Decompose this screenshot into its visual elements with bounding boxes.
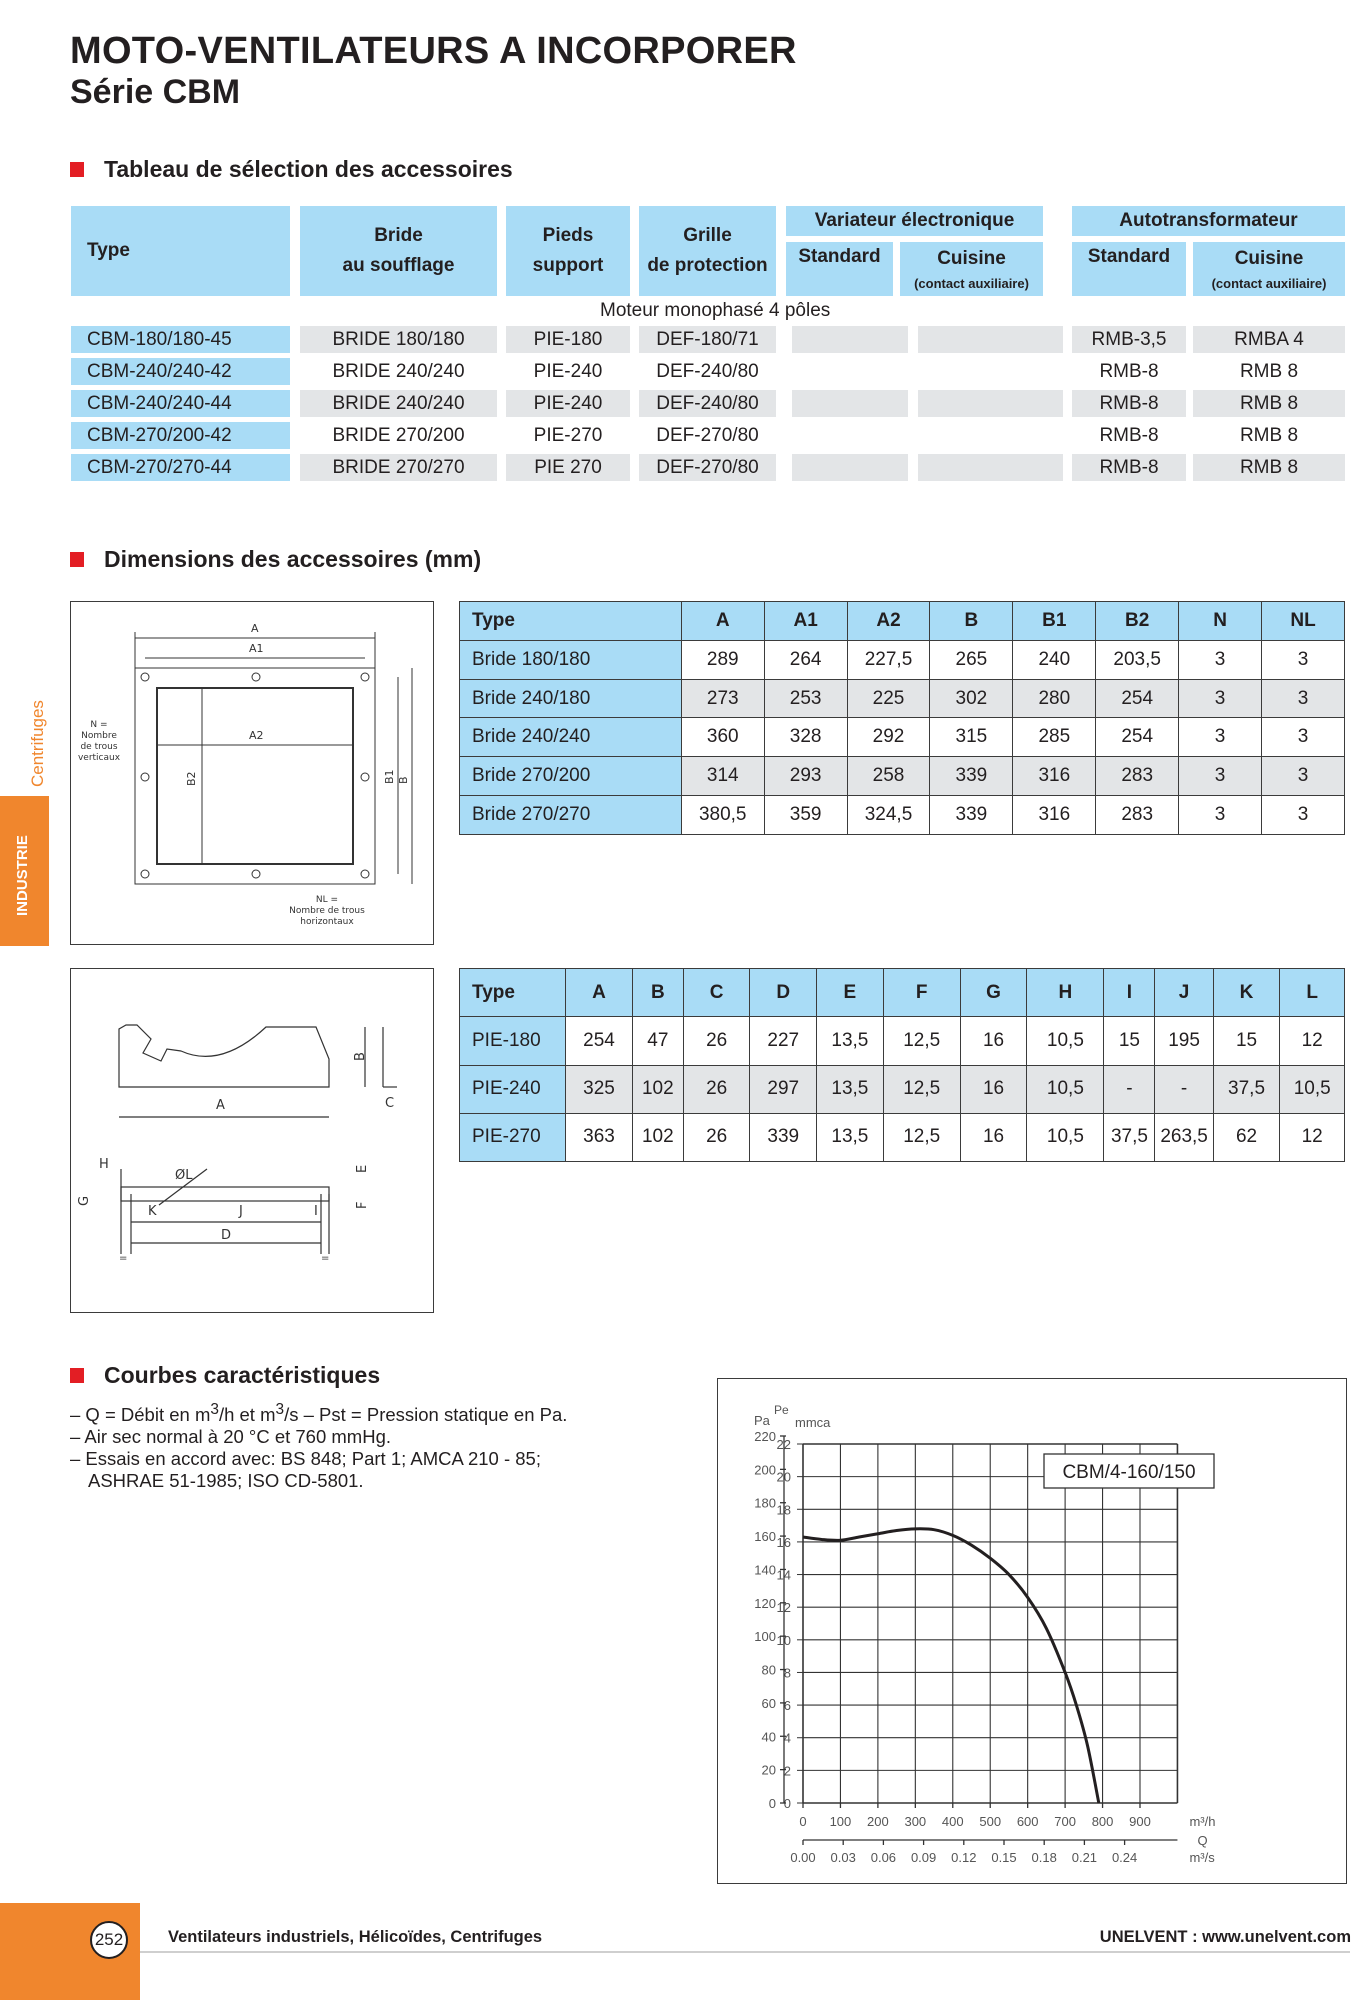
selection-cell-auto-cuisine: RMB 8 [1193, 390, 1345, 417]
value-cell: 325 [566, 1065, 633, 1113]
value-cell: 16 [960, 1065, 1027, 1113]
value-cell: - [1104, 1065, 1155, 1113]
y-tick-label-mmca: 0 [783, 1796, 791, 1811]
footer-text: Ventilateurs industriels, Hélicoïdes, Centrifuges [168, 1928, 543, 1946]
page-number: 252 [90, 1921, 128, 1959]
value-cell: 102 [632, 1113, 683, 1161]
x-tick-label-secondary: 0.09 [910, 1850, 937, 1865]
value-cell: 37,5 [1104, 1113, 1155, 1161]
selection-cell-var-std [792, 358, 908, 385]
value-cell: 3 [1179, 796, 1262, 835]
bride-row [460, 679, 1345, 718]
value-cell: 339 [750, 1113, 817, 1161]
pie-row [460, 1017, 1345, 1065]
value-cell: 195 [1155, 1017, 1213, 1065]
n-note-line: Nombre [81, 731, 117, 741]
bride-label-a1: A1 [249, 642, 264, 655]
bride-dimensions-table [459, 601, 1345, 835]
bride-header-row [460, 602, 1345, 641]
y-tick-label-pa: 20 [761, 1762, 776, 1778]
column-header: B2 [1096, 602, 1179, 641]
nl-note-line: horizontaux [300, 917, 354, 927]
column-header: C [683, 969, 750, 1017]
selection-cell-bride: BRIDE 180/180 [300, 326, 497, 353]
n-note-line: verticaux [77, 753, 121, 763]
pie-label-equal-right: = [321, 1253, 330, 1264]
note-line [70, 1399, 567, 1426]
note-sup: 3 [210, 1401, 219, 1418]
value-cell: 263,5 [1155, 1113, 1213, 1161]
selection-cell-pieds: PIE-180 [506, 326, 630, 353]
x-unit-secondary: m³/s [1189, 1850, 1215, 1865]
note-text: /s – Pst = Pression statique en Pa. [284, 1404, 568, 1426]
note-line: ASHRAE 51-1985; ISO CD-5801. [88, 1470, 364, 1492]
selection-cell-auto-std: RMB-8 [1072, 454, 1186, 481]
value-cell: 3 [1262, 679, 1345, 718]
column-header: J [1155, 969, 1213, 1017]
header-pieds-line2: support [532, 255, 604, 276]
section-heading-text: Tableau de sélection des accessoires [104, 156, 513, 182]
bride-diagram [70, 601, 434, 945]
value-cell: 203,5 [1096, 640, 1179, 679]
n-note-line: N = [90, 720, 108, 730]
value-cell: 254 [566, 1017, 633, 1065]
x-tick-label: 500 [979, 1814, 1002, 1829]
header-grille-line1: Grille [683, 225, 732, 246]
selection-cell-var-cuisine [918, 454, 1063, 481]
note-text: /h et m [218, 1404, 276, 1426]
selection-cell-auto-cuisine: RMB 8 [1193, 454, 1345, 481]
value-cell: 339 [930, 757, 1013, 796]
column-header: I [1104, 969, 1155, 1017]
x-tick-label-secondary: 0.06 [870, 1850, 897, 1865]
y-tick-label-pa: 180 [754, 1495, 776, 1511]
y-tick-label-pa: 220 [754, 1429, 776, 1444]
selection-cell-var-cuisine [918, 390, 1063, 417]
column-header: N [1179, 602, 1262, 641]
y-unit-pa: Pa [754, 1413, 770, 1428]
value-cell: 15 [1104, 1017, 1155, 1065]
column-header: A1 [764, 602, 847, 641]
column-header: A [566, 969, 633, 1017]
footer-divider [140, 1951, 1350, 1953]
sidebar-section: INDUSTRIE [14, 835, 31, 916]
selection-cell-var-cuisine [918, 422, 1063, 449]
row-type-cell: Bride 270/200 [460, 757, 682, 796]
curve-notes [70, 1399, 567, 1492]
x-tick-label: 800 [1091, 1814, 1114, 1829]
selection-cell-type: CBM-180/180-45 [71, 326, 290, 353]
value-cell: 62 [1213, 1113, 1280, 1161]
value-cell: 316 [1013, 796, 1096, 835]
bride-row [460, 640, 1345, 679]
y-tick-label-pa: 80 [761, 1662, 776, 1678]
selection-cell-var-cuisine [918, 358, 1063, 385]
y-tick-label-mmca: 2 [783, 1763, 791, 1779]
header-autotransformateur: Autotransformateur [1072, 206, 1345, 236]
bride-label-b1: B1 [383, 769, 396, 784]
value-cell: 280 [1013, 679, 1096, 718]
value-cell: 363 [566, 1113, 633, 1161]
pie-label-e: E [355, 1164, 370, 1173]
pie-label-j: J [239, 1204, 243, 1219]
value-cell: 265 [930, 640, 1013, 679]
value-cell: 227 [750, 1017, 817, 1065]
value-cell: 10,5 [1027, 1113, 1104, 1161]
value-cell: 283 [1096, 757, 1179, 796]
selection-cell-auto-std: RMB-8 [1099, 360, 1159, 382]
note-line: – Essais en accord avec: BS 848; Part 1; AMCA 210 - 85; [70, 1448, 541, 1470]
column-header: B1 [1013, 602, 1096, 641]
section-heading-selection [70, 156, 513, 183]
value-cell: 26 [683, 1017, 750, 1065]
header-variateur: Variateur électronique [786, 206, 1043, 236]
row-type-cell: Bride 180/180 [460, 640, 682, 679]
header-variateur-cuisine [900, 242, 1043, 296]
red-square-bullet-icon [70, 162, 84, 177]
value-cell: 273 [681, 679, 764, 718]
x-axis-label: Q [1197, 1833, 1208, 1848]
y-tick-label-pa: 200 [754, 1462, 776, 1478]
x-tick-label: 400 [941, 1814, 964, 1829]
value-cell: 3 [1179, 679, 1262, 718]
y-tick-label-pa: 140 [754, 1562, 776, 1578]
bride-row [460, 718, 1345, 757]
value-cell: 37,5 [1213, 1065, 1280, 1113]
y-tick-label-pa: 160 [754, 1529, 776, 1545]
bride-row [460, 757, 1345, 796]
y-tick-label-mmca: 14 [776, 1567, 791, 1583]
value-cell: 3 [1262, 757, 1345, 796]
chart-svg [718, 1379, 1345, 1882]
pie-row [460, 1113, 1345, 1161]
nl-note-line: Nombre de trous [289, 906, 365, 916]
header-contact-label: (contact auxiliaire) [1211, 275, 1327, 291]
selection-cell-auto-std: RMB-8 [1072, 390, 1186, 417]
value-cell: 253 [764, 679, 847, 718]
y-tick-label-pa: 0 [768, 1796, 776, 1811]
selection-cell-grille: DEF-240/80 [639, 390, 776, 417]
selection-cell-var-std [792, 422, 908, 449]
header-contact-label: (contact auxiliaire) [914, 275, 1029, 291]
column-header: E [817, 969, 884, 1017]
selection-cell-type: CBM-270/200-42 [71, 422, 290, 449]
value-cell: 293 [764, 757, 847, 796]
value-cell: 10,5 [1027, 1065, 1104, 1113]
x-unit-primary: m³/h [1189, 1814, 1216, 1829]
value-cell: 360 [681, 718, 764, 757]
pie-label-k: K [148, 1204, 157, 1219]
x-tick-label-secondary: 0.00 [790, 1850, 816, 1865]
header-grille [639, 206, 776, 296]
bride-label-b2: B2 [185, 771, 198, 786]
x-tick-label-secondary: 0.15 [991, 1850, 1017, 1865]
header-auto-standard: Standard [1072, 242, 1186, 296]
section-heading-curves [70, 1362, 380, 1389]
value-cell: 225 [847, 679, 930, 718]
value-cell: 302 [930, 679, 1013, 718]
selection-cell-auto-cuisine: RMBA 4 [1193, 326, 1345, 353]
pie-label-d: D [221, 1228, 232, 1243]
header-bride-line1: Bride [374, 225, 423, 246]
red-square-bullet-icon [70, 552, 84, 567]
x-tick-label-secondary: 0.12 [951, 1850, 977, 1865]
value-cell: 10,5 [1280, 1065, 1345, 1113]
column-header: NL [1262, 602, 1345, 641]
value-cell: - [1155, 1065, 1213, 1113]
sidebar-category: Centrifuges [28, 700, 47, 787]
header-auto-cuisine [1193, 242, 1345, 296]
pie-row [460, 1065, 1345, 1113]
selection-cell-grille: DEF-180/71 [639, 326, 776, 353]
pie-label-f: F [355, 1201, 370, 1209]
pie-header-row [460, 969, 1345, 1017]
sidebar-tab [0, 796, 49, 946]
pie-label-c: C [385, 1096, 395, 1111]
bride-label-a: A [251, 622, 259, 635]
y-tick-label-mmca: 8 [783, 1665, 791, 1681]
x-tick-label: 600 [1016, 1814, 1039, 1829]
x-tick-label: 900 [1129, 1814, 1151, 1829]
y-tick-label-mmca: 16 [776, 1534, 791, 1550]
selection-cell-grille: DEF-270/80 [656, 424, 759, 446]
page-subtitle: Série CBM [70, 73, 241, 111]
chart-title: CBM/4-160/150 [1062, 1462, 1196, 1483]
selection-cell-pieds: PIE-240 [506, 390, 630, 417]
note-line: – Air sec normal à 20 °C et 760 mmHg. [70, 1426, 392, 1448]
header-grille-line2: de protection [647, 255, 768, 276]
y-tick-label-mmca: 4 [783, 1730, 791, 1746]
selection-cell-var-std [792, 326, 908, 353]
section-heading-dimensions [70, 546, 481, 573]
value-cell: 3 [1179, 640, 1262, 679]
value-cell: 26 [683, 1113, 750, 1161]
x-tick-label-secondary: 0.18 [1031, 1850, 1057, 1865]
value-cell: 316 [1013, 757, 1096, 796]
pie-label-a: A [216, 1098, 225, 1113]
header-pieds-line1: Pieds [542, 225, 594, 246]
performance-curve [803, 1529, 1099, 1803]
pie-label-b: B [353, 1052, 368, 1061]
selection-cell-var-cuisine [918, 326, 1063, 353]
y-label-pe: Pe [774, 1403, 789, 1417]
y-tick-label-mmca: 18 [776, 1502, 791, 1518]
column-header: F [883, 969, 960, 1017]
motor-group-label: Moteur monophasé 4 pôles [600, 300, 831, 321]
value-cell: 227,5 [847, 640, 930, 679]
y-tick-label-pa: 60 [761, 1695, 776, 1711]
pie-diagram [70, 968, 434, 1313]
pie-label-g: G [77, 1195, 92, 1206]
y-tick-label-mmca: 20 [776, 1469, 791, 1485]
pie-label-l: ØL [175, 1168, 193, 1183]
red-square-bullet-icon [70, 1368, 84, 1383]
value-cell: 289 [681, 640, 764, 679]
bride-drawing [71, 602, 433, 944]
x-tick-label: 700 [1054, 1814, 1076, 1829]
row-type-cell: PIE-240 [460, 1065, 566, 1113]
performance-chart [717, 1378, 1347, 1884]
column-header: Type [460, 602, 682, 641]
header-pieds [506, 206, 630, 296]
row-type-cell: PIE-270 [460, 1113, 566, 1161]
column-header: Type [460, 969, 566, 1017]
value-cell: 254 [1096, 679, 1179, 718]
x-tick-label: 0 [799, 1814, 807, 1829]
y-tick-label-pa: 40 [761, 1729, 776, 1745]
value-cell: 12,5 [883, 1113, 960, 1161]
note-text: – Q = Débit en m [70, 1404, 211, 1426]
selection-cell-grille: DEF-240/80 [656, 360, 759, 382]
x-tick-label: 200 [867, 1814, 889, 1829]
row-type-cell: Bride 240/180 [460, 679, 682, 718]
value-cell: 13,5 [817, 1065, 884, 1113]
n-note-line: de trous [80, 742, 118, 752]
value-cell: 13,5 [817, 1017, 884, 1065]
column-header: K [1213, 969, 1280, 1017]
column-header: B [930, 602, 1013, 641]
value-cell: 324,5 [847, 796, 930, 835]
bride-label-a2: A2 [249, 729, 264, 742]
section-heading-text: Courbes caractéristiques [104, 1362, 381, 1388]
value-cell: 102 [632, 1065, 683, 1113]
pie-label-equal-left: = [119, 1253, 128, 1264]
y-tick-label-mmca: 10 [776, 1632, 791, 1648]
footer-brand: UNELVENT : www.unelvent.com [1099, 1928, 1351, 1946]
value-cell: 26 [683, 1065, 750, 1113]
value-cell: 47 [632, 1017, 683, 1065]
y-unit-mmca: mmca [795, 1415, 831, 1430]
selection-cell-var-std [792, 390, 908, 417]
selection-cell-bride: BRIDE 240/240 [300, 390, 497, 417]
value-cell: 12,5 [883, 1065, 960, 1113]
x-tick-label-secondary: 0.03 [830, 1850, 856, 1865]
value-cell: 359 [764, 796, 847, 835]
column-header: L [1280, 969, 1345, 1017]
value-cell: 285 [1013, 718, 1096, 757]
selection-cell-pieds: PIE-270 [533, 424, 603, 446]
selection-cell-bride: BRIDE 270/270 [300, 454, 497, 481]
column-header: D [750, 969, 817, 1017]
bride-label-b: B [397, 776, 410, 784]
value-cell: 328 [764, 718, 847, 757]
value-cell: 3 [1179, 718, 1262, 757]
header-cuisine-label: Cuisine [937, 247, 1006, 269]
pie-label-i: I [314, 1204, 318, 1219]
value-cell: 283 [1096, 796, 1179, 835]
y-tick-label-mmca: 12 [776, 1600, 791, 1616]
selection-cell-bride: BRIDE 270/200 [332, 424, 465, 446]
pie-drawing [71, 969, 433, 1312]
column-header: G [960, 969, 1027, 1017]
value-cell: 314 [681, 757, 764, 796]
value-cell: 13,5 [817, 1113, 884, 1161]
value-cell: 16 [960, 1113, 1027, 1161]
value-cell: 254 [1096, 718, 1179, 757]
selection-cell-auto-cuisine: RMB 8 [1239, 360, 1299, 382]
value-cell: 12 [1280, 1017, 1345, 1065]
selection-cell-pieds: PIE-240 [533, 360, 603, 382]
pie-label-h: H [99, 1157, 109, 1172]
x-tick-label: 100 [829, 1814, 852, 1829]
selection-cell-grille: DEF-270/80 [639, 454, 776, 481]
x-tick-label-secondary: 0.24 [1111, 1850, 1138, 1865]
value-cell: 3 [1262, 718, 1345, 757]
value-cell: 16 [960, 1017, 1027, 1065]
value-cell: 3 [1262, 640, 1345, 679]
header-cuisine-label: Cuisine [1234, 247, 1304, 269]
selection-cell-auto-std: RMB-3,5 [1072, 326, 1186, 353]
note-sup: 3 [275, 1401, 285, 1418]
value-cell: 3 [1262, 796, 1345, 835]
selection-cell-type: CBM-240/240-44 [71, 390, 290, 417]
nl-note-line: NL = [315, 895, 339, 905]
y-tick-label-mmca: 6 [783, 1698, 791, 1714]
column-header: A [681, 602, 764, 641]
pie-dimensions-table [459, 968, 1345, 1162]
row-type-cell: PIE-180 [460, 1017, 566, 1065]
y-tick-label-pa: 100 [754, 1629, 776, 1645]
value-cell: 15 [1213, 1017, 1280, 1065]
column-header: H [1027, 969, 1104, 1017]
y-tick-label-pa: 120 [754, 1595, 776, 1611]
bride-row [460, 796, 1345, 835]
header-bride [300, 206, 497, 296]
header-variateur-standard: Standard [786, 242, 893, 296]
selection-cell-auto-cuisine: RMB 8 [1239, 424, 1299, 446]
header-bride-line2: au soufflage [342, 255, 455, 276]
selection-cell-var-std [792, 454, 908, 481]
selection-cell-pieds: PIE 270 [506, 454, 630, 481]
header-type: Type [71, 206, 290, 296]
selection-cell-bride: BRIDE 240/240 [332, 360, 465, 382]
x-tick-label: 300 [904, 1814, 927, 1829]
value-cell: 297 [750, 1065, 817, 1113]
section-heading-text: Dimensions des accessoires (mm) [104, 546, 482, 572]
y-tick-label-mmca: 22 [776, 1437, 791, 1452]
value-cell: 315 [930, 718, 1013, 757]
value-cell: 12 [1280, 1113, 1345, 1161]
column-header: B [632, 969, 683, 1017]
selection-cell-auto-std: RMB-8 [1099, 424, 1159, 446]
value-cell: 339 [930, 796, 1013, 835]
row-type-cell: Bride 270/270 [460, 796, 682, 835]
value-cell: 3 [1179, 757, 1262, 796]
value-cell: 10,5 [1027, 1017, 1104, 1065]
value-cell: 292 [847, 718, 930, 757]
value-cell: 240 [1013, 640, 1096, 679]
value-cell: 264 [764, 640, 847, 679]
selection-cell-type: CBM-240/240-42 [71, 358, 290, 385]
x-tick-label-secondary: 0.21 [1071, 1850, 1098, 1865]
row-type-cell: Bride 240/240 [460, 718, 682, 757]
column-header: A2 [847, 602, 930, 641]
value-cell: 12,5 [883, 1017, 960, 1065]
selection-cell-type: CBM-270/270-44 [71, 454, 290, 481]
value-cell: 258 [847, 757, 930, 796]
value-cell: 380,5 [681, 796, 764, 835]
page-title: MOTO-VENTILATEURS A INCORPORER [70, 30, 797, 72]
